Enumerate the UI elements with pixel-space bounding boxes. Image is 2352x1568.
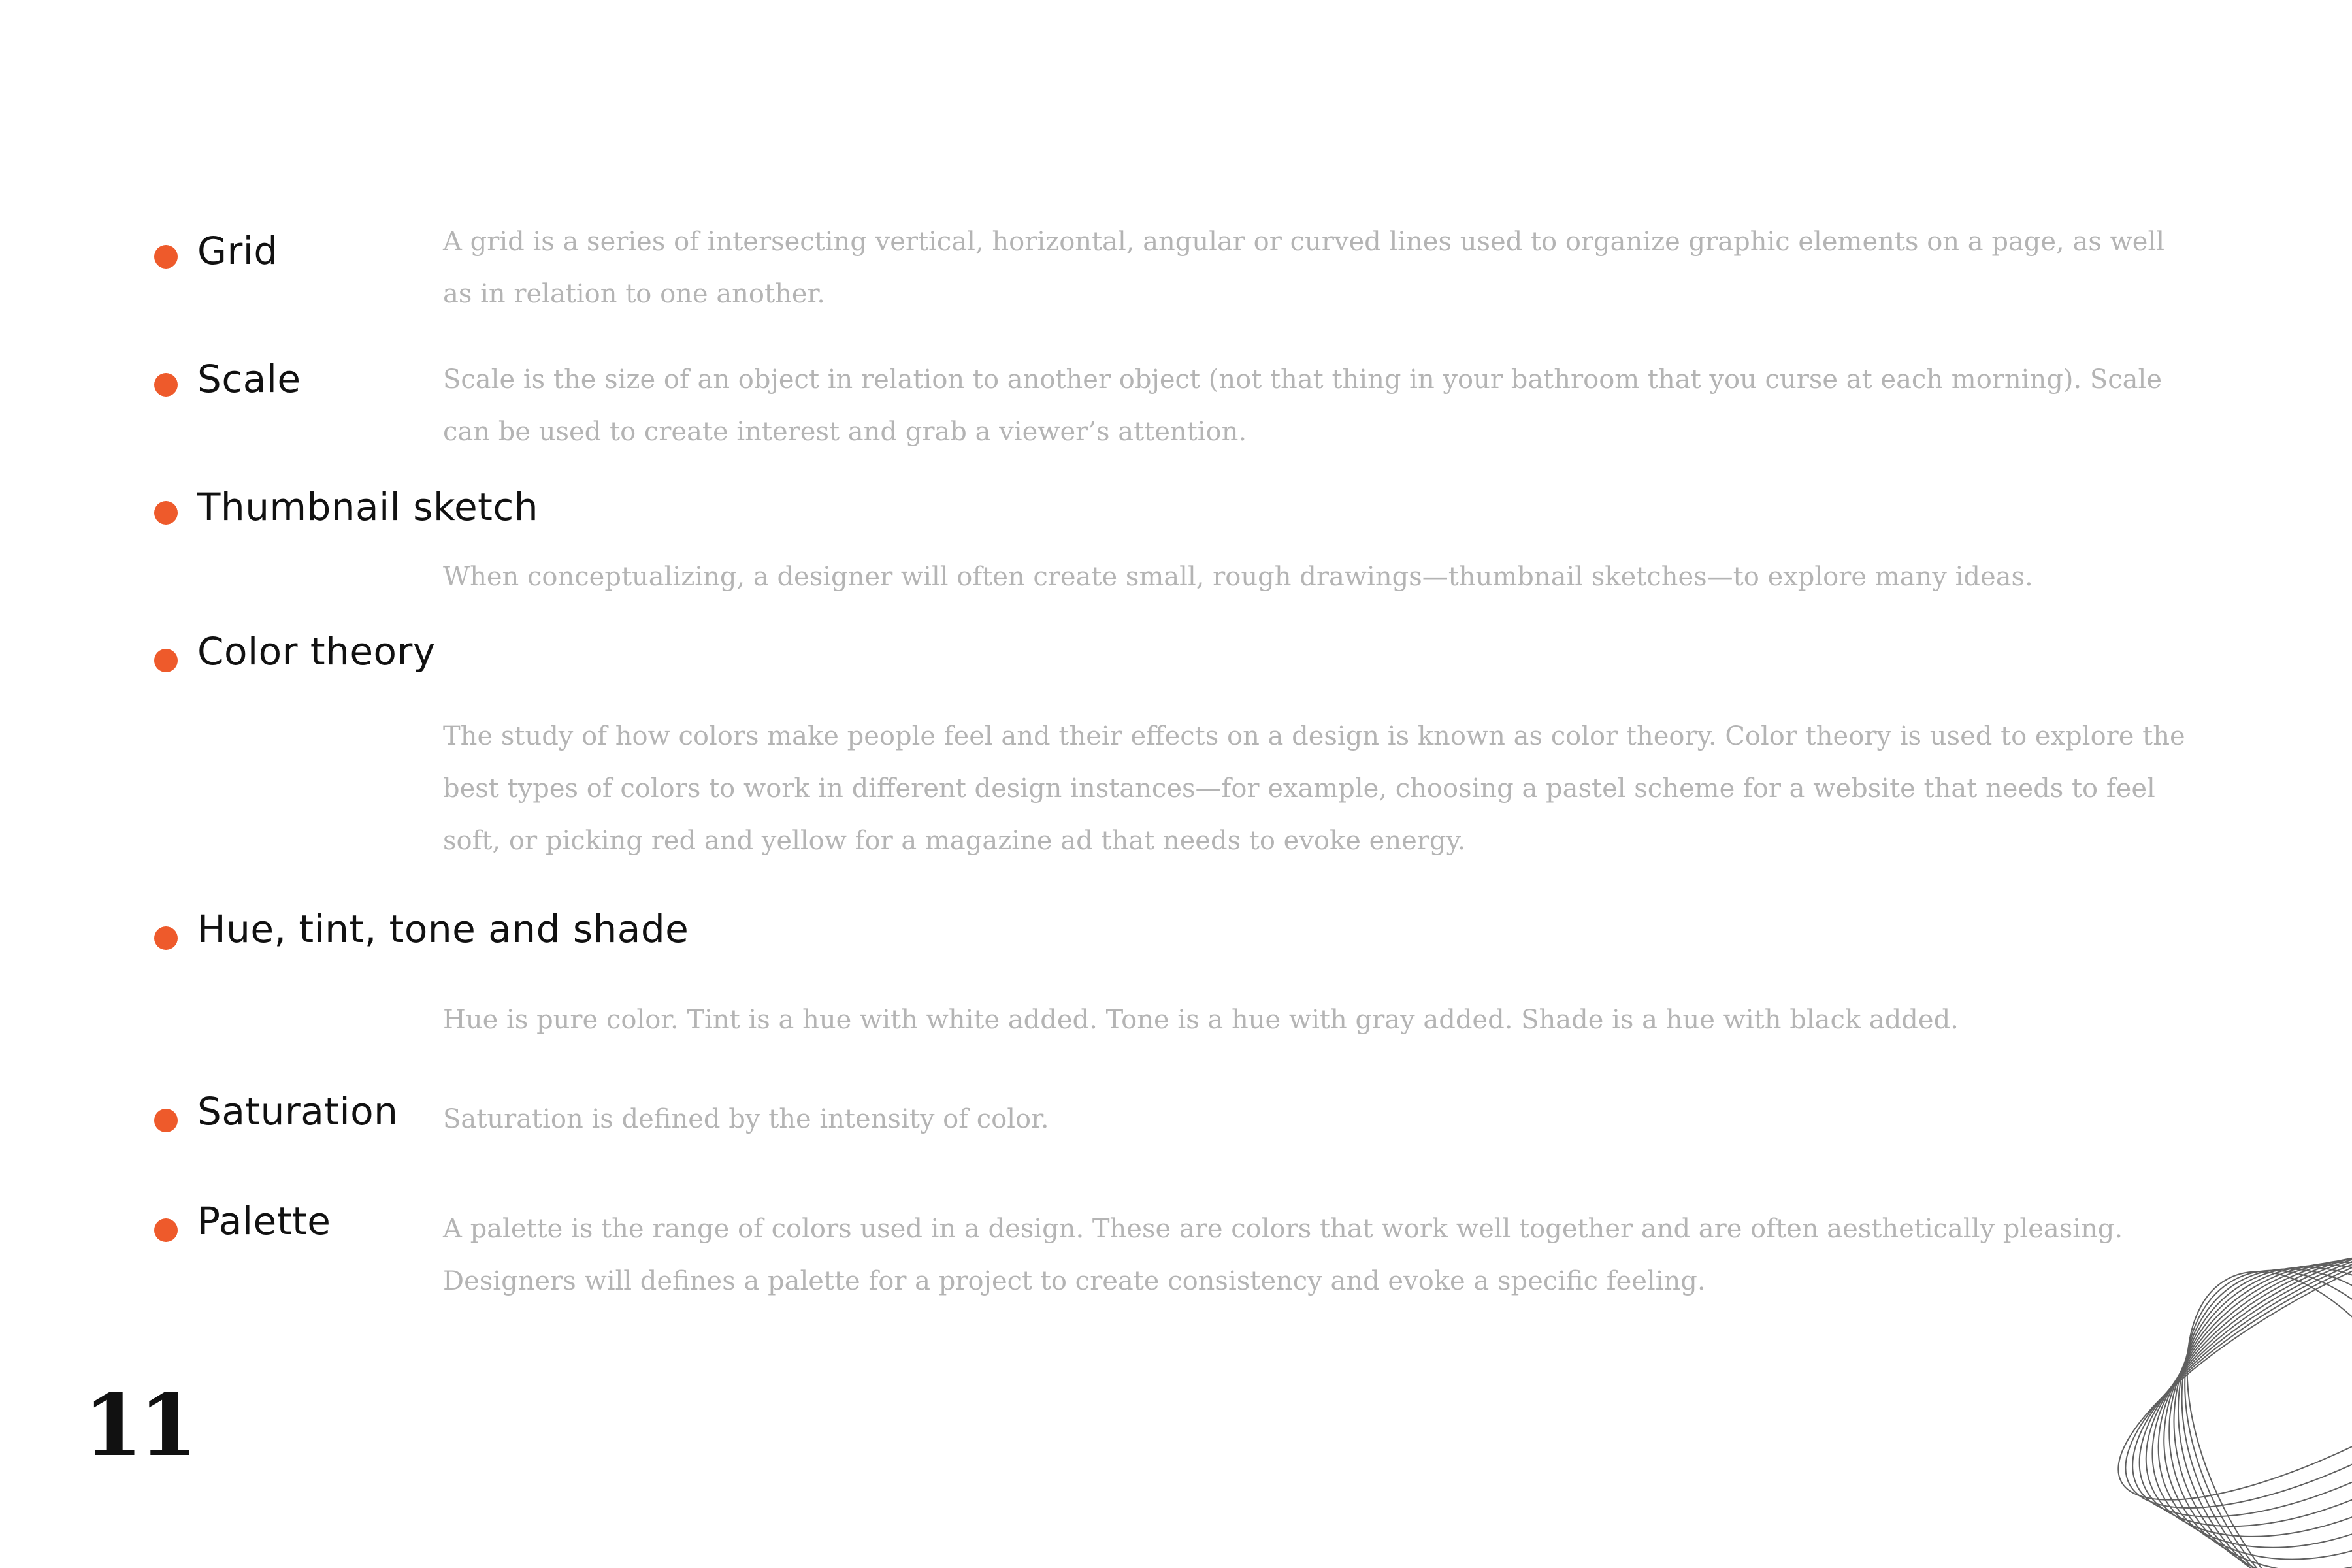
ring-line	[2115, 1209, 2352, 1568]
term-label: Saturation	[197, 1089, 399, 1134]
bullet-icon	[154, 1218, 178, 1242]
ring-line	[2084, 1167, 2352, 1550]
bullet-icon	[154, 649, 178, 672]
term-label: Hue, tint, tone and shade	[197, 907, 689, 951]
ring-line	[2091, 1176, 2352, 1568]
ring-line	[2095, 1181, 2352, 1568]
bullet-icon	[154, 373, 178, 397]
term-definition: The study of how colors make people feel and their effects on a design is known as color theory. Color theory is used to explore the best types of colors to work in different design instances—for example, choosing a pastel scheme for a website that needs to feel soft, or picking red and yellow for a magazine ad that needs to evoke energy.	[443, 721, 2185, 856]
term-label: Thumbnail sketch	[197, 485, 539, 529]
bullet-icon	[154, 926, 178, 950]
ring-line	[2105, 1194, 2352, 1568]
ring-line	[2102, 1190, 2352, 1568]
term-label: Palette	[197, 1199, 331, 1243]
term-definition: Scale is the size of an object in relation to another object (not that thing in your bathroom that you curse at each morning). Scale can be used to create interest and grab a viewer’s attention.	[443, 365, 2162, 447]
page-number: 11	[84, 1375, 194, 1475]
term-definition: A grid is a series of intersecting vertical, horizontal, angular or curved lines used to organize graphic elements on a page, as well as in relation to one another.	[443, 227, 2165, 309]
term-definition: A palette is the range of colors used in a design. These are colors that work well together and are often aesthetically pleasing. Designers will defines a palette for a project to create consistency and evoke a specific feeling.	[443, 1214, 2123, 1296]
term-definition: Saturation is defined by the intensity of color.	[443, 1104, 1049, 1134]
term-label: Color theory	[197, 629, 436, 674]
term-label: Grid	[197, 229, 278, 273]
bullet-icon	[154, 501, 178, 525]
term-definition: When conceptualizing, a designer will often create small, rough drawings—thumbnail sketches—to explore many ideas.	[443, 562, 2033, 592]
bullet-icon	[154, 1109, 178, 1132]
ring-line	[2088, 1171, 2352, 1562]
ring-line	[2112, 1203, 2352, 1568]
bullet-icon	[154, 245, 178, 269]
concentric-rings-decoration	[2078, 1163, 2352, 1568]
term-label: Scale	[197, 357, 301, 401]
term-definition: Hue is pure color. Tint is a hue with white added. Tone is a hue with gray added. Shade is a hue with black added.	[443, 1005, 1959, 1035]
